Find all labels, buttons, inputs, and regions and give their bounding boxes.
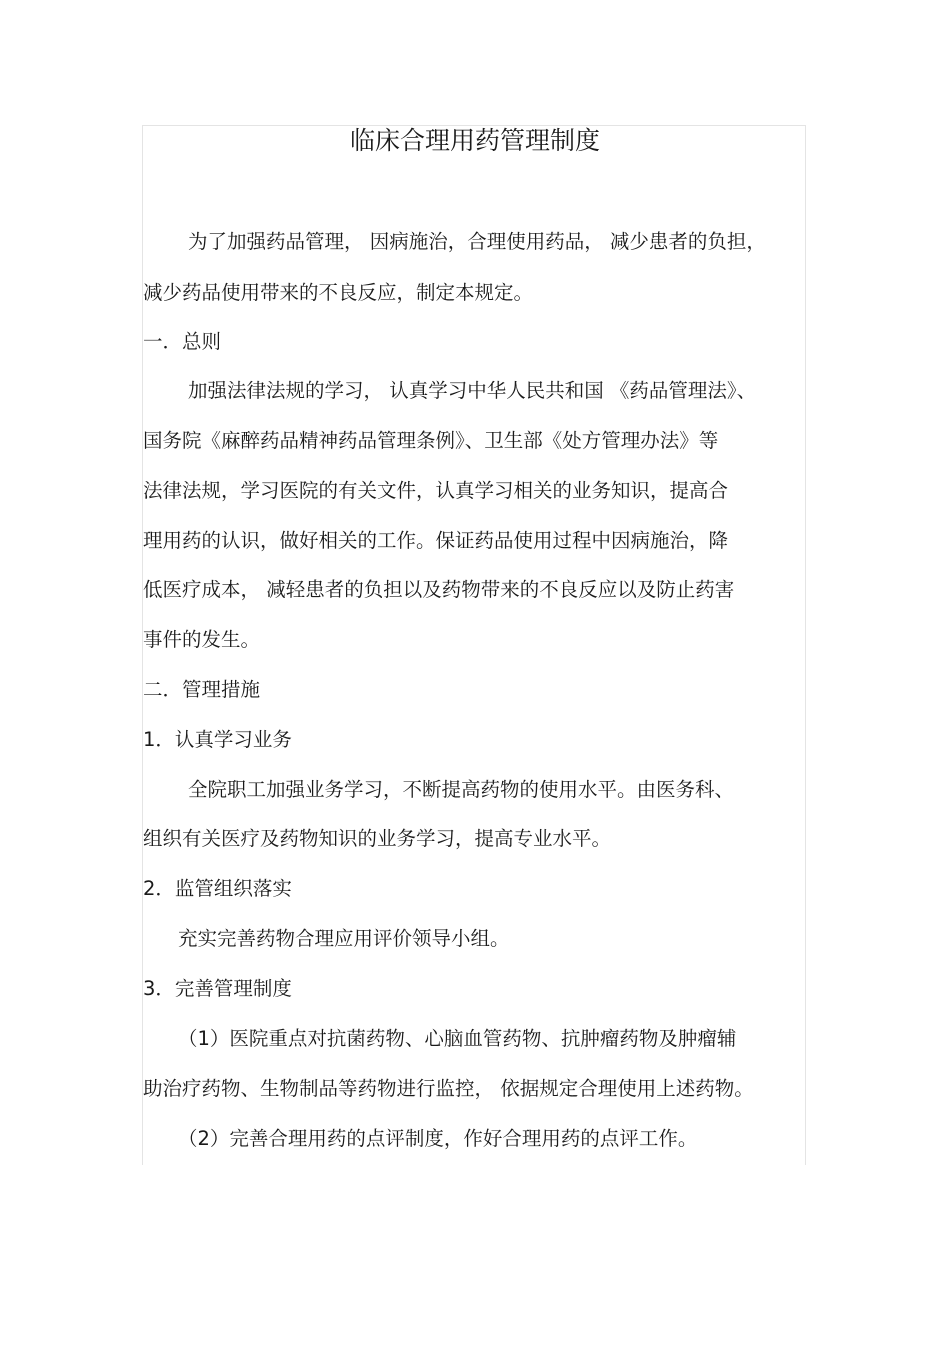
paragraph-line: 事件的发生。 bbox=[143, 628, 261, 651]
paragraph-line: （2）完善合理用药的点评制度，作好合理用药的点评工作。 bbox=[178, 1127, 698, 1150]
section-heading: 一．总则 bbox=[143, 330, 222, 353]
paragraph-line: 为了加强药品管理， 因病施治，合理使用药品， 减少患者的负担， bbox=[188, 230, 766, 253]
subsection-heading: 1．认真学习业务 bbox=[143, 728, 292, 751]
paragraph-line: （1）医院重点对抗菌药物、心脑血管药物、抗肿瘤药物及肿瘤辅 bbox=[178, 1027, 737, 1050]
paragraph-line: 组织有关医疗及药物知识的业务学习，提高专业水平。 bbox=[143, 827, 612, 850]
paragraph-line: 法律法规，学习医院的有关文件，认真学习相关的业务知识，提高合 bbox=[143, 479, 729, 502]
paragraph-line: 减少药品使用带来的不良反应，制定本规定。 bbox=[143, 281, 534, 304]
subsection-heading: 2．监管组织落实 bbox=[143, 877, 292, 900]
paragraph-line: 全院职工加强业务学习，不断提高药物的使用水平。由医务科、 bbox=[188, 778, 735, 801]
paragraph-line: 理用药的认识，做好相关的工作。保证药品使用过程中因病施治，降 bbox=[143, 529, 729, 552]
paragraph-line: 国务院《麻醉药品精神药品管理条例》、卫生部《处方管理办法》等 bbox=[143, 429, 719, 452]
document-title: 临床合理用药管理制度 bbox=[349, 126, 600, 155]
subsection-heading: 3．完善管理制度 bbox=[143, 977, 292, 1000]
section-heading: 二．管理措施 bbox=[143, 678, 261, 701]
paragraph-line: 充实完善药物合理应用评价领导小组。 bbox=[178, 927, 510, 950]
paragraph-line: 低医疗成本， 减轻患者的负担以及药物带来的不良反应以及防止药害 bbox=[143, 578, 735, 601]
paragraph-line: 助治疗药物、生物制品等药物进行监控， 依据规定合理使用上述药物。 bbox=[143, 1077, 754, 1100]
paragraph-line: 加强法律法规的学习， 认真学习中华人民共和国 《药品管理法》、 bbox=[188, 379, 757, 402]
